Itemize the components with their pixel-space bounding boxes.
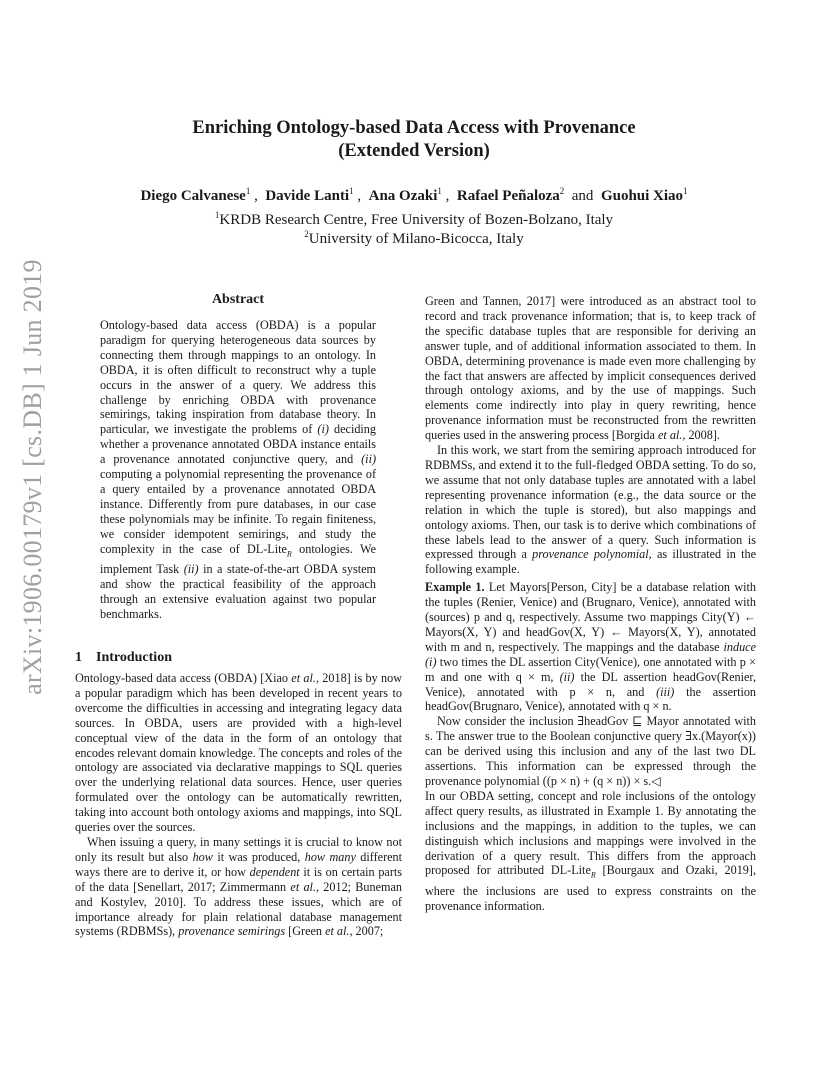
affiliation-1	[0, 210, 828, 229]
affil-text: KRDB Research Centre, Free University of Bozen-Bolzano, Italy	[219, 212, 614, 228]
intro-paragraph	[75, 671, 402, 835]
right-paragraph	[425, 443, 756, 577]
subscript: R	[286, 549, 292, 559]
text: Now consider the inclusion ∃headGov ⊑ Mayor annotated with s. The answer true to the Boolean conjunctive query ∃x.(Mayor(x)) can be derived using this inclusion and any of the last two DL assertions. This information can be expressed through the provenance polynomial ((p × n) + (q × n)) × s.◁	[425, 714, 756, 788]
and-word: and	[571, 188, 594, 204]
text: dependent	[249, 864, 300, 879]
text: , 2007;	[349, 924, 384, 939]
arxiv-stamp[interactable]: arXiv:1906.00179v1 [cs.DB] 1 Jun 2019	[18, 259, 47, 695]
text: Let Mayors[Person, City] be a database relation with the tuples (Renier, Venice) and (Brugnaro, Venice), annotated with (sources) p and q, respectively. Assume two mappings City(Y) ← Mayors(X, Y) and headGov(X, Y) ← Mayors(X, Y), annotated with m and n, respectively. The mappings and the database	[425, 580, 756, 654]
intro-column-left	[75, 671, 402, 939]
abstract-text: Ontology-based data access (OBDA) is a popular paradigm for querying heterogeneous data sources by connecting them through mappings to an ontology.	[100, 318, 376, 362]
text: how	[192, 849, 213, 864]
abstract-enum: (ii)	[361, 452, 377, 467]
affil-mark: 2	[304, 229, 309, 239]
abstract-text: computing a polynomial representing the provenance of a query entailed by a provenance annotated OBDA instance. Differently from pure databases, in our case these polynomials may be infinite. To regain finiteness, we consider idempotent semirings, and study the complexity in the case of DL-Lite	[100, 467, 376, 556]
abstract-text: ontologies. We implement Task	[100, 541, 376, 576]
author-affil-mark: 1	[245, 186, 251, 196]
text: provenance polynomial	[532, 547, 649, 562]
text: et al.	[291, 671, 316, 685]
abstract-text: in a state-of-the-art OBDA system and show the practical feasibility of the approach through an extensive evaluation against two popular benchmarks.	[100, 561, 377, 621]
text: (ii)	[559, 669, 575, 684]
subscript: R	[590, 870, 596, 880]
text: the assertion headGov(Brugnaro, Venice), annotated with q × n.	[425, 684, 757, 714]
text: it was produced,	[217, 849, 301, 864]
affil-mark: 1	[214, 210, 220, 220]
title-line-2: (Extended Version)	[338, 141, 490, 161]
author-affil-mark: 1	[683, 186, 688, 196]
author-affil-mark: 1	[437, 186, 442, 196]
text: it is on certain parts of the data [Senellart, 2017; Zimmermann	[75, 864, 403, 894]
text: In this work, we start from the semiring approach introduced for RDBMSs, and extend it to the full-fledged OBDA setting. To do so, we assume that not only database tuples are annotated with a label representing provenance information (e.g., the data source or the relation in which the tuple is stored), but also mappings and ontology axioms. Then, our task is to derive which combinations of these labels lead to the answer of a query. Such information is expressed through a	[425, 443, 756, 562]
abstract-body	[100, 318, 376, 622]
text: , 2012; Buneman and Kostylev, 2010]. To address these issues, which are of importance already for plain relational database management systems (RDBMSs),	[75, 879, 403, 939]
text: , 2018] is by now a popular paradigm which has been developed in recent years to overcome the difficulties in accessing and integrating legacy data sources. In OBDA, users are provided with a high-level conceptual view of the data in the form of an ontology that encodes relevant domain knowledge. The concepts and roles of the ontology are associated via declarative mappings to SQL queries over the underlying relational data sources. Hence, user queries formulated over the ontology can be automatically rewritten, taking into account both ontology axioms and mappings, into SQL queries over the sources.	[75, 671, 403, 835]
text: how many	[304, 849, 356, 864]
example-block	[425, 714, 756, 789]
text: Ontology-based data access (OBDA) [Xiao	[75, 671, 288, 685]
author-list: Diego Calvanese$^1$ , Davide Lanti$^1$ , Ana Ozaki$^1$ , Rafael Peñaloza$^2$ and Guohui Xiao$^1$	[140, 186, 688, 204]
right-paragraph	[425, 294, 756, 443]
text: , as illustrated in the following example.	[425, 547, 757, 577]
right-paragraph	[425, 789, 756, 914]
text: (i)	[425, 654, 437, 669]
text: , 2008].	[682, 428, 720, 443]
abstract-enum: (ii)	[183, 561, 199, 576]
abstract-enum: (i)	[317, 422, 329, 437]
text: et al.	[290, 879, 316, 894]
text: the DL assertion headGov(Renier, Venice), annotated with p × n, and	[425, 669, 756, 699]
section-heading	[75, 650, 172, 666]
text: When issuing a query, in many settings it is crucial to know not only its result but also	[75, 834, 402, 864]
author-affil-mark: 2	[559, 186, 565, 196]
author-name: Davide Lanti	[265, 188, 350, 204]
text: induce	[723, 639, 756, 654]
intro-paragraph	[75, 835, 402, 939]
title-line-1: Enriching Ontology-based Data Access with Provenance	[192, 118, 636, 138]
abstract-text: In OBDA, it is often difficult to reconstruct why a tuple occurs in the answer of a query. We address this challenge by enriching OBDA with provenance semirings, taking inspiration from database theory. In particular, we investigate the problems of	[100, 347, 377, 437]
text: (iii)	[656, 684, 675, 699]
text: [Green	[288, 924, 323, 939]
text: [Bourgaux and Ozaki, 2019], where the inclusions are used to express constraints on the provenance information.	[425, 863, 756, 913]
author-name: Rafael Peñaloza	[456, 188, 560, 204]
example-label: Example 1.	[425, 580, 485, 595]
text: et al.	[325, 924, 350, 939]
affil-text: University of Milano-Bicocca, Italy	[308, 231, 524, 247]
affiliation-2	[0, 229, 828, 248]
abstract-text: deciding whether a provenance annotated OBDA instance entails a provenance annotated conjunctive query, and	[100, 422, 376, 467]
section-title-text: Introduction	[96, 650, 172, 665]
section-number: 1	[75, 650, 82, 665]
text: In our OBDA setting, concept and role inclusions of the ontology affect query results, as illustrated in Example 1. By annotating the inclusions and the mappings, in addition to the tuples, we can distinguish which inclusions and mappings were involved in the derivation of a query result. This differs from the approach proposed for attributed DL-Lite	[425, 788, 756, 878]
text: Green and Tannen, 2017] were introduced as an abstract tool to record and track provenance information; that is, to keep track of the specific database tuples that are responsible for deriving an answer tuple, and of additional information associated to them. In OBDA, determining provenance is made even more challenging by the fact that answers are affected by implicit consequences derived through ontology axioms, and by the use of mappings. Such elements come indirectly into play in query rewriting, hence provenance information must be reconstructed from the rewritten queries used in the answering process [Borgida	[425, 294, 756, 443]
paper-title	[0, 117, 828, 163]
author-name: Diego Calvanese	[140, 188, 246, 204]
author-name: Ana Ozaki	[368, 188, 438, 204]
text: two times the DL assertion City(Venice), one annotated with p × m and one with q × m,	[425, 654, 756, 684]
right-column	[425, 294, 756, 914]
text: et al.	[657, 428, 683, 443]
text: provenance semirings	[178, 924, 286, 939]
example-block	[425, 580, 756, 714]
author-name: Guohui Xiao	[600, 188, 684, 204]
text: different ways there are to derive it, or how	[75, 849, 403, 879]
abstract-heading: Abstract	[211, 292, 265, 307]
author-affil-mark: 1	[349, 186, 354, 196]
